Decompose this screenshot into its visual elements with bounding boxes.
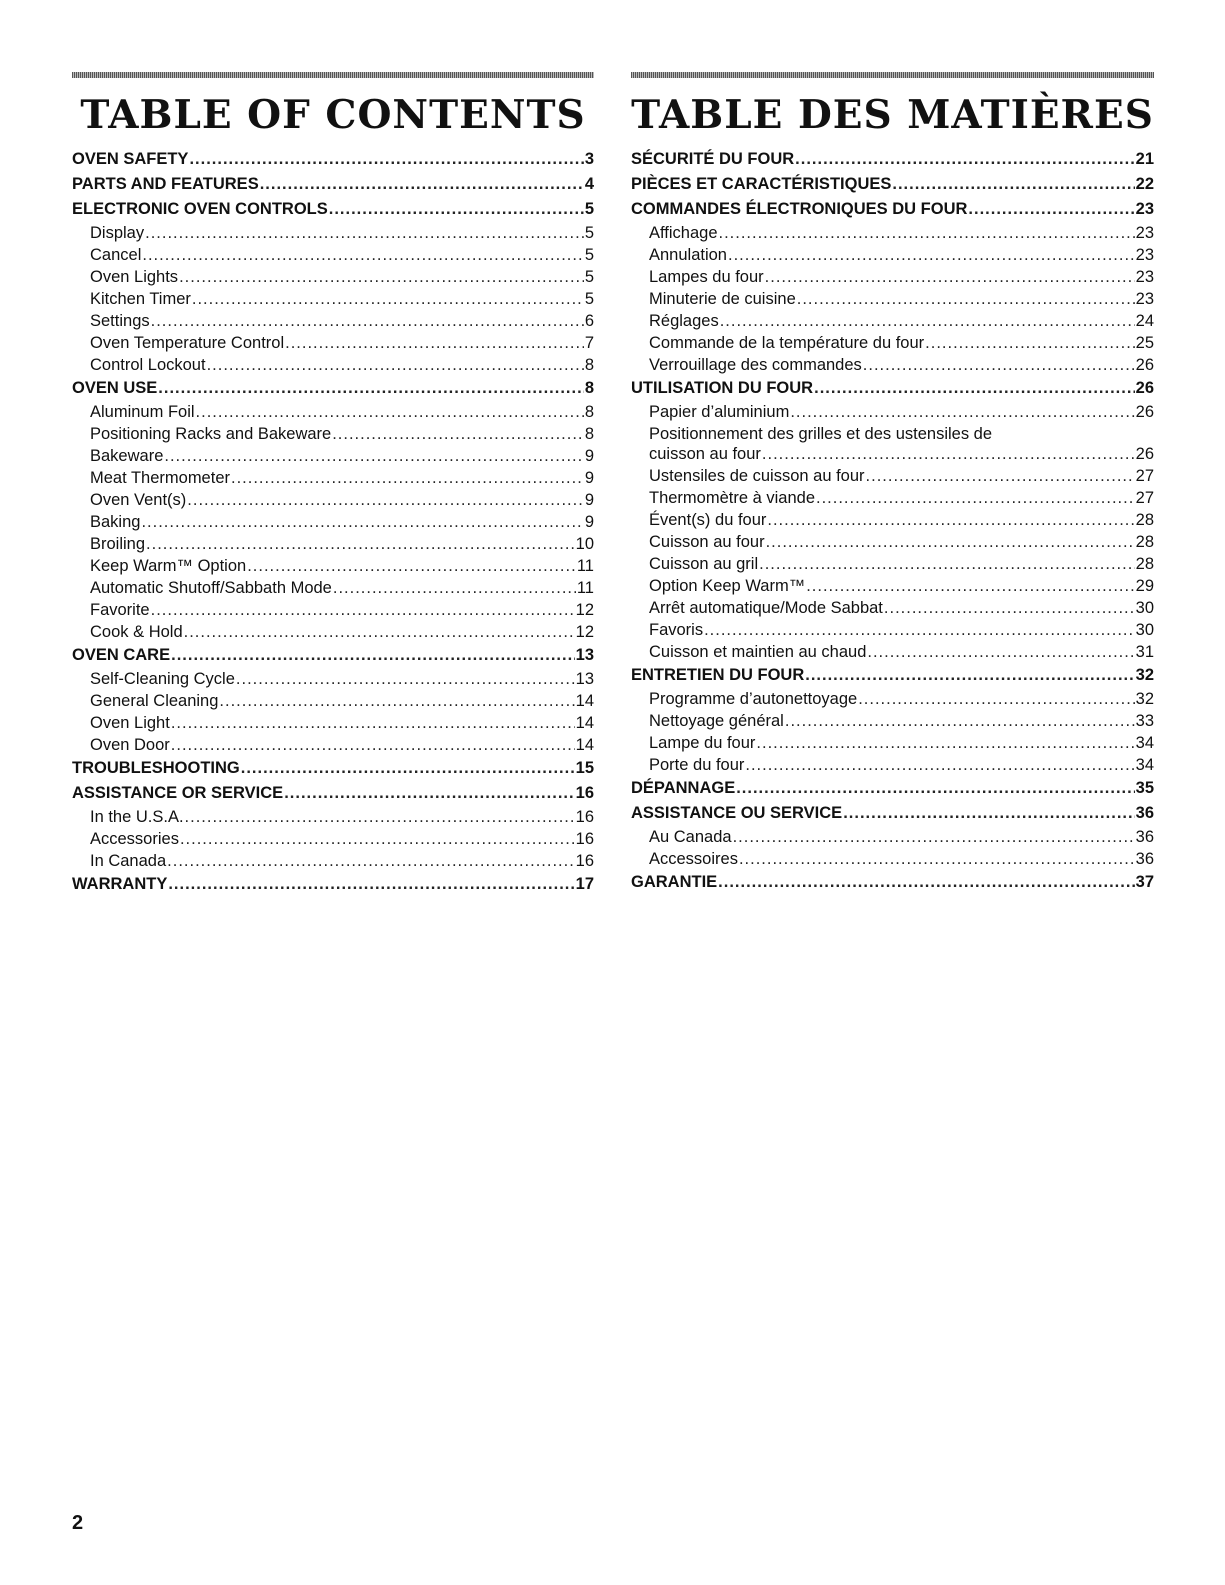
toc-entry-title: Programme d’autonettoyage — [649, 690, 858, 708]
toc-entry-page: 16 — [575, 830, 594, 848]
toc-subsection-entry — [72, 668, 594, 690]
toc-entry-title: ENTRETIEN DU FOUR — [631, 666, 805, 684]
toc-subsection-entry — [72, 690, 594, 712]
dot-leader — [158, 376, 584, 401]
toc-entry-title: Broiling — [90, 535, 146, 553]
toc-entry-page: 21 — [1135, 150, 1154, 168]
dot-leader — [733, 826, 1135, 848]
toc-entry-page: 32 — [1135, 690, 1154, 708]
dot-leader — [180, 828, 575, 850]
toc-entry-title: Évent(s) du four — [649, 511, 767, 529]
dot-leader — [236, 668, 575, 690]
dot-leader — [145, 222, 584, 244]
dot-leader — [168, 872, 574, 897]
toc-section-entry — [631, 172, 1154, 197]
toc-subsection-entry — [631, 509, 1154, 531]
dot-leader — [806, 575, 1134, 597]
dot-leader — [858, 688, 1134, 710]
toc-entry-page: 8 — [584, 356, 594, 374]
toc-subsection-entry — [631, 575, 1154, 597]
page-number: 2 — [72, 1512, 84, 1534]
toc-subsection-entry — [631, 710, 1154, 732]
toc-entry-page: 34 — [1135, 756, 1154, 774]
toc-entry-title: GARANTIE — [631, 873, 718, 891]
toc-entry-title: Cook & Hold — [90, 623, 183, 641]
toc-entry-title: Control Lockout — [90, 356, 206, 374]
dot-leader — [863, 354, 1135, 376]
toc-entry-page: 35 — [1135, 779, 1154, 797]
toc-entry-title: OVEN USE — [72, 379, 158, 397]
toc-subsection-entry — [631, 553, 1154, 575]
toc-entry-page: 4 — [584, 175, 594, 193]
toc-entry-title: Option Keep Warm™ — [649, 577, 806, 595]
toc-entry-title: Nettoyage général — [649, 712, 784, 730]
toc-entry-page: 5 — [584, 200, 594, 218]
dot-leader — [814, 376, 1135, 401]
toc-entry-page: 31 — [1135, 643, 1154, 661]
toc-entry-page: 28 — [1135, 555, 1154, 573]
toc-entry-title: OVEN CARE — [72, 646, 171, 664]
toc-entry-page: 14 — [575, 714, 594, 732]
toc-entry-title: Arrêt automatique/Mode Sabbat — [649, 599, 883, 617]
toc-entry-title: Cuisson au gril — [649, 555, 759, 573]
toc-section-entry — [631, 776, 1154, 801]
toc-entry-page: 11 — [576, 579, 594, 597]
heading-rule — [631, 72, 1154, 78]
dot-leader — [719, 222, 1135, 244]
dot-leader — [718, 870, 1134, 895]
dot-leader — [925, 332, 1134, 354]
dot-leader — [785, 710, 1135, 732]
toc-entry-page: 36 — [1135, 850, 1154, 868]
toc-entry-title: TROUBLESHOOTING — [72, 759, 240, 777]
toc-subsection-entry — [631, 266, 1154, 288]
toc-entry-title: SÉCURITÉ DU FOUR — [631, 150, 795, 168]
toc-subsection-entry — [72, 332, 594, 354]
toc-entry-title: Meat Thermometer — [90, 469, 230, 487]
dot-leader — [141, 511, 583, 533]
toc-entry-page: 9 — [584, 513, 594, 531]
dot-leader — [704, 619, 1135, 641]
toc-entry-page: 26 — [1135, 403, 1154, 421]
toc-subsection-entry — [72, 555, 594, 577]
dot-leader — [745, 754, 1134, 776]
toc-section-entry — [72, 756, 594, 781]
toc-subsection-entry — [631, 531, 1154, 553]
toc-entry-title: General Cleaning — [90, 692, 219, 710]
dot-leader — [219, 690, 574, 712]
toc-entry-page: 30 — [1135, 599, 1154, 617]
toc-subsection-entry — [72, 828, 594, 850]
toc-entry-page: 32 — [1135, 666, 1154, 684]
dot-leader — [790, 401, 1134, 423]
toc-entry-title: cuisson au four — [649, 445, 761, 463]
toc-entry-page: 26 — [1135, 445, 1154, 463]
toc-subsection-entry — [631, 465, 1154, 487]
toc-heading-english: TABLE OF CONTENTS — [80, 92, 586, 138]
heading-rule — [72, 72, 594, 78]
toc-entry-title: Oven Vent(s) — [90, 491, 187, 509]
toc-entry-title: PARTS AND FEATURES — [72, 175, 259, 193]
toc-entry-title: Ustensiles de cuisson au four — [649, 467, 865, 485]
dot-leader — [187, 489, 584, 511]
toc-section-entry — [72, 643, 594, 668]
toc-subsection-entry — [72, 244, 594, 266]
toc-subsection-entry — [72, 533, 594, 555]
toc-entry-title: PIÈCES ET CARACTÉRISTIQUES — [631, 175, 892, 193]
dot-leader — [333, 577, 576, 599]
dot-leader — [867, 641, 1134, 663]
toc-entry-page: 3 — [584, 150, 594, 168]
toc-entry-page: 9 — [584, 469, 594, 487]
toc-entry-title: Baking — [90, 513, 141, 531]
toc-entry-title: Porte du four — [649, 756, 745, 774]
dot-leader — [805, 663, 1134, 688]
toc-entry-title: WARRANTY — [72, 875, 168, 893]
toc-entry-page: 26 — [1135, 356, 1154, 374]
dot-leader — [736, 776, 1134, 801]
toc-entry-title: Self-Cleaning Cycle — [90, 670, 235, 688]
toc-entry-title: Aluminum Foil — [90, 403, 195, 421]
toc-section-entry — [631, 197, 1154, 222]
dot-leader — [329, 197, 584, 222]
toc-subsection-entry — [631, 826, 1154, 848]
toc-subsection-entry — [72, 266, 594, 288]
toc-entry-title: Commande de la température du four — [649, 334, 925, 352]
toc-entry-title: Verrouillage des commandes — [649, 356, 862, 374]
toc-entry-page: 13 — [575, 646, 594, 664]
toc-subsection-entry — [72, 806, 594, 828]
dot-leader — [739, 848, 1135, 870]
toc-subsection-entry — [631, 401, 1154, 423]
toc-entry-page: 23 — [1135, 224, 1154, 242]
dot-leader — [260, 172, 584, 197]
toc-subsection-entry — [631, 597, 1154, 619]
toc-subsection-entry — [631, 641, 1154, 663]
toc-entry-page: 25 — [1135, 334, 1154, 352]
toc-heading-french: TABLE DES MATIÈRES — [631, 92, 1154, 138]
toc-entry-title: Bakeware — [90, 447, 164, 465]
toc-subsection-entry — [72, 445, 594, 467]
dot-leader — [797, 288, 1135, 310]
dot-leader — [192, 288, 584, 310]
toc-entry-title: Settings — [90, 312, 150, 330]
toc-entry-title: Oven Lights — [90, 268, 179, 286]
toc-entry-title: Positioning Racks and Bakeware — [90, 425, 332, 443]
toc-entry-page: 37 — [1135, 873, 1154, 891]
toc-entry-page: 26 — [1135, 379, 1154, 397]
toc-entry-page: 5 — [584, 290, 594, 308]
toc-entry-title: Cuisson et maintien au chaud — [649, 643, 867, 661]
toc-entry-page: 23 — [1135, 200, 1154, 218]
toc-entry-page: 11 — [576, 557, 594, 575]
toc-section-entry — [631, 870, 1154, 895]
toc-entry-title: Lampe du four — [649, 734, 756, 752]
dot-leader — [285, 332, 584, 354]
dot-leader — [795, 147, 1134, 172]
toc-subsection-entry — [631, 222, 1154, 244]
dot-leader — [189, 147, 583, 172]
toc-entry-title: Réglages — [649, 312, 719, 330]
toc-entry-page: 16 — [575, 808, 594, 826]
toc-section-entry — [72, 872, 594, 897]
toc-subsection-entry — [631, 310, 1154, 332]
toc-entry-title: Oven Door — [90, 736, 170, 754]
toc-subsection-entry — [72, 734, 594, 756]
dot-leader — [241, 756, 575, 781]
toc-subsection-entry — [631, 443, 1154, 465]
toc-entry-title: Accessoires — [649, 850, 738, 868]
toc-entry-title: Favorite — [90, 601, 150, 619]
toc-subsection-entry — [631, 754, 1154, 776]
toc-subsection-entry — [72, 288, 594, 310]
toc-entry-page: 5 — [584, 246, 594, 264]
toc-entry-title: Kitchen Timer — [90, 290, 191, 308]
toc-entry-page: 34 — [1135, 734, 1154, 752]
toc-section-entry — [72, 781, 594, 806]
dot-leader — [968, 197, 1134, 222]
dot-leader — [759, 553, 1135, 575]
toc-subsection-entry — [631, 732, 1154, 754]
toc-section-entry — [631, 801, 1154, 826]
dot-leader — [164, 445, 583, 467]
toc-entry-page: 28 — [1135, 533, 1154, 551]
dot-leader — [816, 487, 1135, 509]
toc-entry-page: 16 — [575, 852, 594, 870]
toc-entry-page: 12 — [575, 601, 594, 619]
toc-entry-page: 5 — [584, 268, 594, 286]
toc-entry-page: 36 — [1135, 828, 1154, 846]
toc-entry-page: 29 — [1135, 577, 1154, 595]
toc-entry-title: In Canada — [90, 852, 167, 870]
dot-leader — [142, 244, 583, 266]
toc-entry-page: 9 — [584, 491, 594, 509]
dot-leader — [146, 533, 575, 555]
toc-entry-page: 36 — [1135, 804, 1154, 822]
dot-leader — [728, 244, 1135, 266]
toc-entry-page: 7 — [584, 334, 594, 352]
toc-subsection-entry — [72, 599, 594, 621]
toc-section-entry — [631, 376, 1154, 401]
toc-entry-page: 8 — [584, 425, 594, 443]
toc-entry-title: DÉPANNAGE — [631, 779, 736, 797]
toc-subsection-entry — [631, 288, 1154, 310]
toc-entry-page: 23 — [1135, 290, 1154, 308]
toc-section-entry — [72, 197, 594, 222]
toc-subsection-entry — [72, 423, 594, 445]
dot-leader — [171, 643, 575, 668]
toc-entry-page: 17 — [575, 875, 594, 893]
dot-leader — [185, 806, 575, 828]
toc-entry-title: Thermomètre à viande — [649, 489, 815, 507]
toc-entry-page: 12 — [575, 623, 594, 641]
toc-subsection-entry — [631, 244, 1154, 266]
dot-leader — [171, 734, 575, 756]
toc-entry-page: 16 — [575, 784, 594, 802]
toc-entry-page: 9 — [584, 447, 594, 465]
toc-entry-page: 14 — [575, 736, 594, 754]
toc-entry-page: 8 — [584, 403, 594, 421]
toc-subsection-entry — [631, 619, 1154, 641]
toc-entry-title: Cuisson au four — [649, 533, 765, 551]
toc-subsection-entry — [72, 354, 594, 376]
dot-leader — [171, 712, 575, 734]
toc-entry-title: Automatic Shutoff/Sabbath Mode — [90, 579, 332, 597]
toc-subsection-entry — [72, 850, 594, 872]
toc-entry-title: Minuterie de cuisine — [649, 290, 796, 308]
toc-entry-page: 23 — [1135, 246, 1154, 264]
dot-leader — [765, 266, 1135, 288]
toc-subsection-entry — [72, 310, 594, 332]
toc-entry-title: ASSISTANCE OU SERVICE — [631, 804, 843, 822]
dot-leader — [892, 172, 1134, 197]
toc-entry-page: 5 — [584, 224, 594, 242]
toc-entry-title: Display — [90, 224, 145, 242]
dot-leader — [184, 621, 575, 643]
toc-entries-english — [72, 147, 594, 897]
toc-english — [72, 72, 594, 897]
dot-leader — [766, 531, 1135, 553]
dot-leader — [247, 555, 576, 577]
toc-subsection-entry — [72, 401, 594, 423]
toc-entry-page: 27 — [1135, 467, 1154, 485]
dot-leader — [151, 310, 584, 332]
dot-leader — [167, 850, 574, 872]
toc-entry-page: 33 — [1135, 712, 1154, 730]
toc-subsection-entry — [631, 354, 1154, 376]
dot-leader — [207, 354, 584, 376]
toc-entry-title: UTILISATION DU FOUR — [631, 379, 814, 397]
toc-entry-page: 30 — [1135, 621, 1154, 639]
toc-entry-page: 10 — [575, 535, 594, 553]
toc-section-entry — [631, 147, 1154, 172]
toc-entry-title: Papier d’aluminium — [649, 403, 790, 421]
dot-leader — [231, 467, 584, 489]
toc-entries-french — [631, 147, 1154, 895]
dot-leader — [762, 443, 1135, 465]
dot-leader — [767, 509, 1134, 531]
dot-leader — [866, 465, 1135, 487]
toc-subsection-entry — [631, 848, 1154, 870]
toc-subsection-entry — [72, 467, 594, 489]
toc-subsection-entry — [72, 712, 594, 734]
toc-entry-title: Affichage — [649, 224, 718, 242]
toc-subsection-entry — [631, 688, 1154, 710]
dot-leader — [196, 401, 584, 423]
dot-leader — [884, 597, 1135, 619]
toc-entry-title: Cancel — [90, 246, 142, 264]
toc-entry-title: OVEN SAFETY — [72, 150, 189, 168]
toc-entry-title: Annulation — [649, 246, 727, 264]
toc-entry-page: 13 — [575, 670, 594, 688]
toc-entry-page: 28 — [1135, 511, 1154, 529]
toc-subsection-entry — [72, 621, 594, 643]
toc-entry-title: Keep Warm™ Option — [90, 557, 247, 575]
toc-entry-title: ASSISTANCE OR SERVICE — [72, 784, 284, 802]
toc-french — [631, 72, 1154, 895]
toc-section-entry — [72, 376, 594, 401]
dot-leader — [284, 781, 574, 806]
toc-section-entry — [72, 172, 594, 197]
toc-subsection-entry — [72, 489, 594, 511]
toc-entry-title: Positionnement des grilles et des ustensiles de — [649, 425, 993, 443]
toc-entry-title: In the U.S.A. — [90, 808, 184, 826]
toc-section-entry — [631, 663, 1154, 688]
toc-entry-title: Au Canada — [649, 828, 732, 846]
dot-leader — [720, 310, 1135, 332]
dot-leader — [843, 801, 1134, 826]
toc-entry-title: ELECTRONIC OVEN CONTROLS — [72, 200, 328, 218]
toc-section-entry — [72, 147, 594, 172]
toc-entry-page: 14 — [575, 692, 594, 710]
toc-entry-page: 15 — [575, 759, 594, 777]
toc-entry-page: 23 — [1135, 268, 1154, 286]
dot-leader — [756, 732, 1134, 754]
dot-leader — [179, 266, 584, 288]
toc-entry-title: Lampes du four — [649, 268, 764, 286]
toc-subsection-entry — [631, 423, 1154, 443]
toc-entry-page: 27 — [1135, 489, 1154, 507]
toc-entry-title: Accessories — [90, 830, 179, 848]
toc-subsection-entry — [631, 332, 1154, 354]
toc-entry-title: Oven Temperature Control — [90, 334, 285, 352]
toc-entry-title: COMMANDES ÉLECTRONIQUES DU FOUR — [631, 200, 968, 218]
toc-entry-page: 8 — [584, 379, 594, 397]
toc-entry-title: Oven Light — [90, 714, 170, 732]
toc-entry-title: Favoris — [649, 621, 704, 639]
toc-entry-page: 24 — [1135, 312, 1154, 330]
toc-entry-page: 22 — [1135, 175, 1154, 193]
dot-leader — [332, 423, 584, 445]
dot-leader — [151, 599, 575, 621]
toc-subsection-entry — [631, 487, 1154, 509]
toc-subsection-entry — [72, 511, 594, 533]
toc-subsection-entry — [72, 577, 594, 599]
toc-entry-page: 6 — [584, 312, 594, 330]
toc-subsection-entry — [72, 222, 594, 244]
